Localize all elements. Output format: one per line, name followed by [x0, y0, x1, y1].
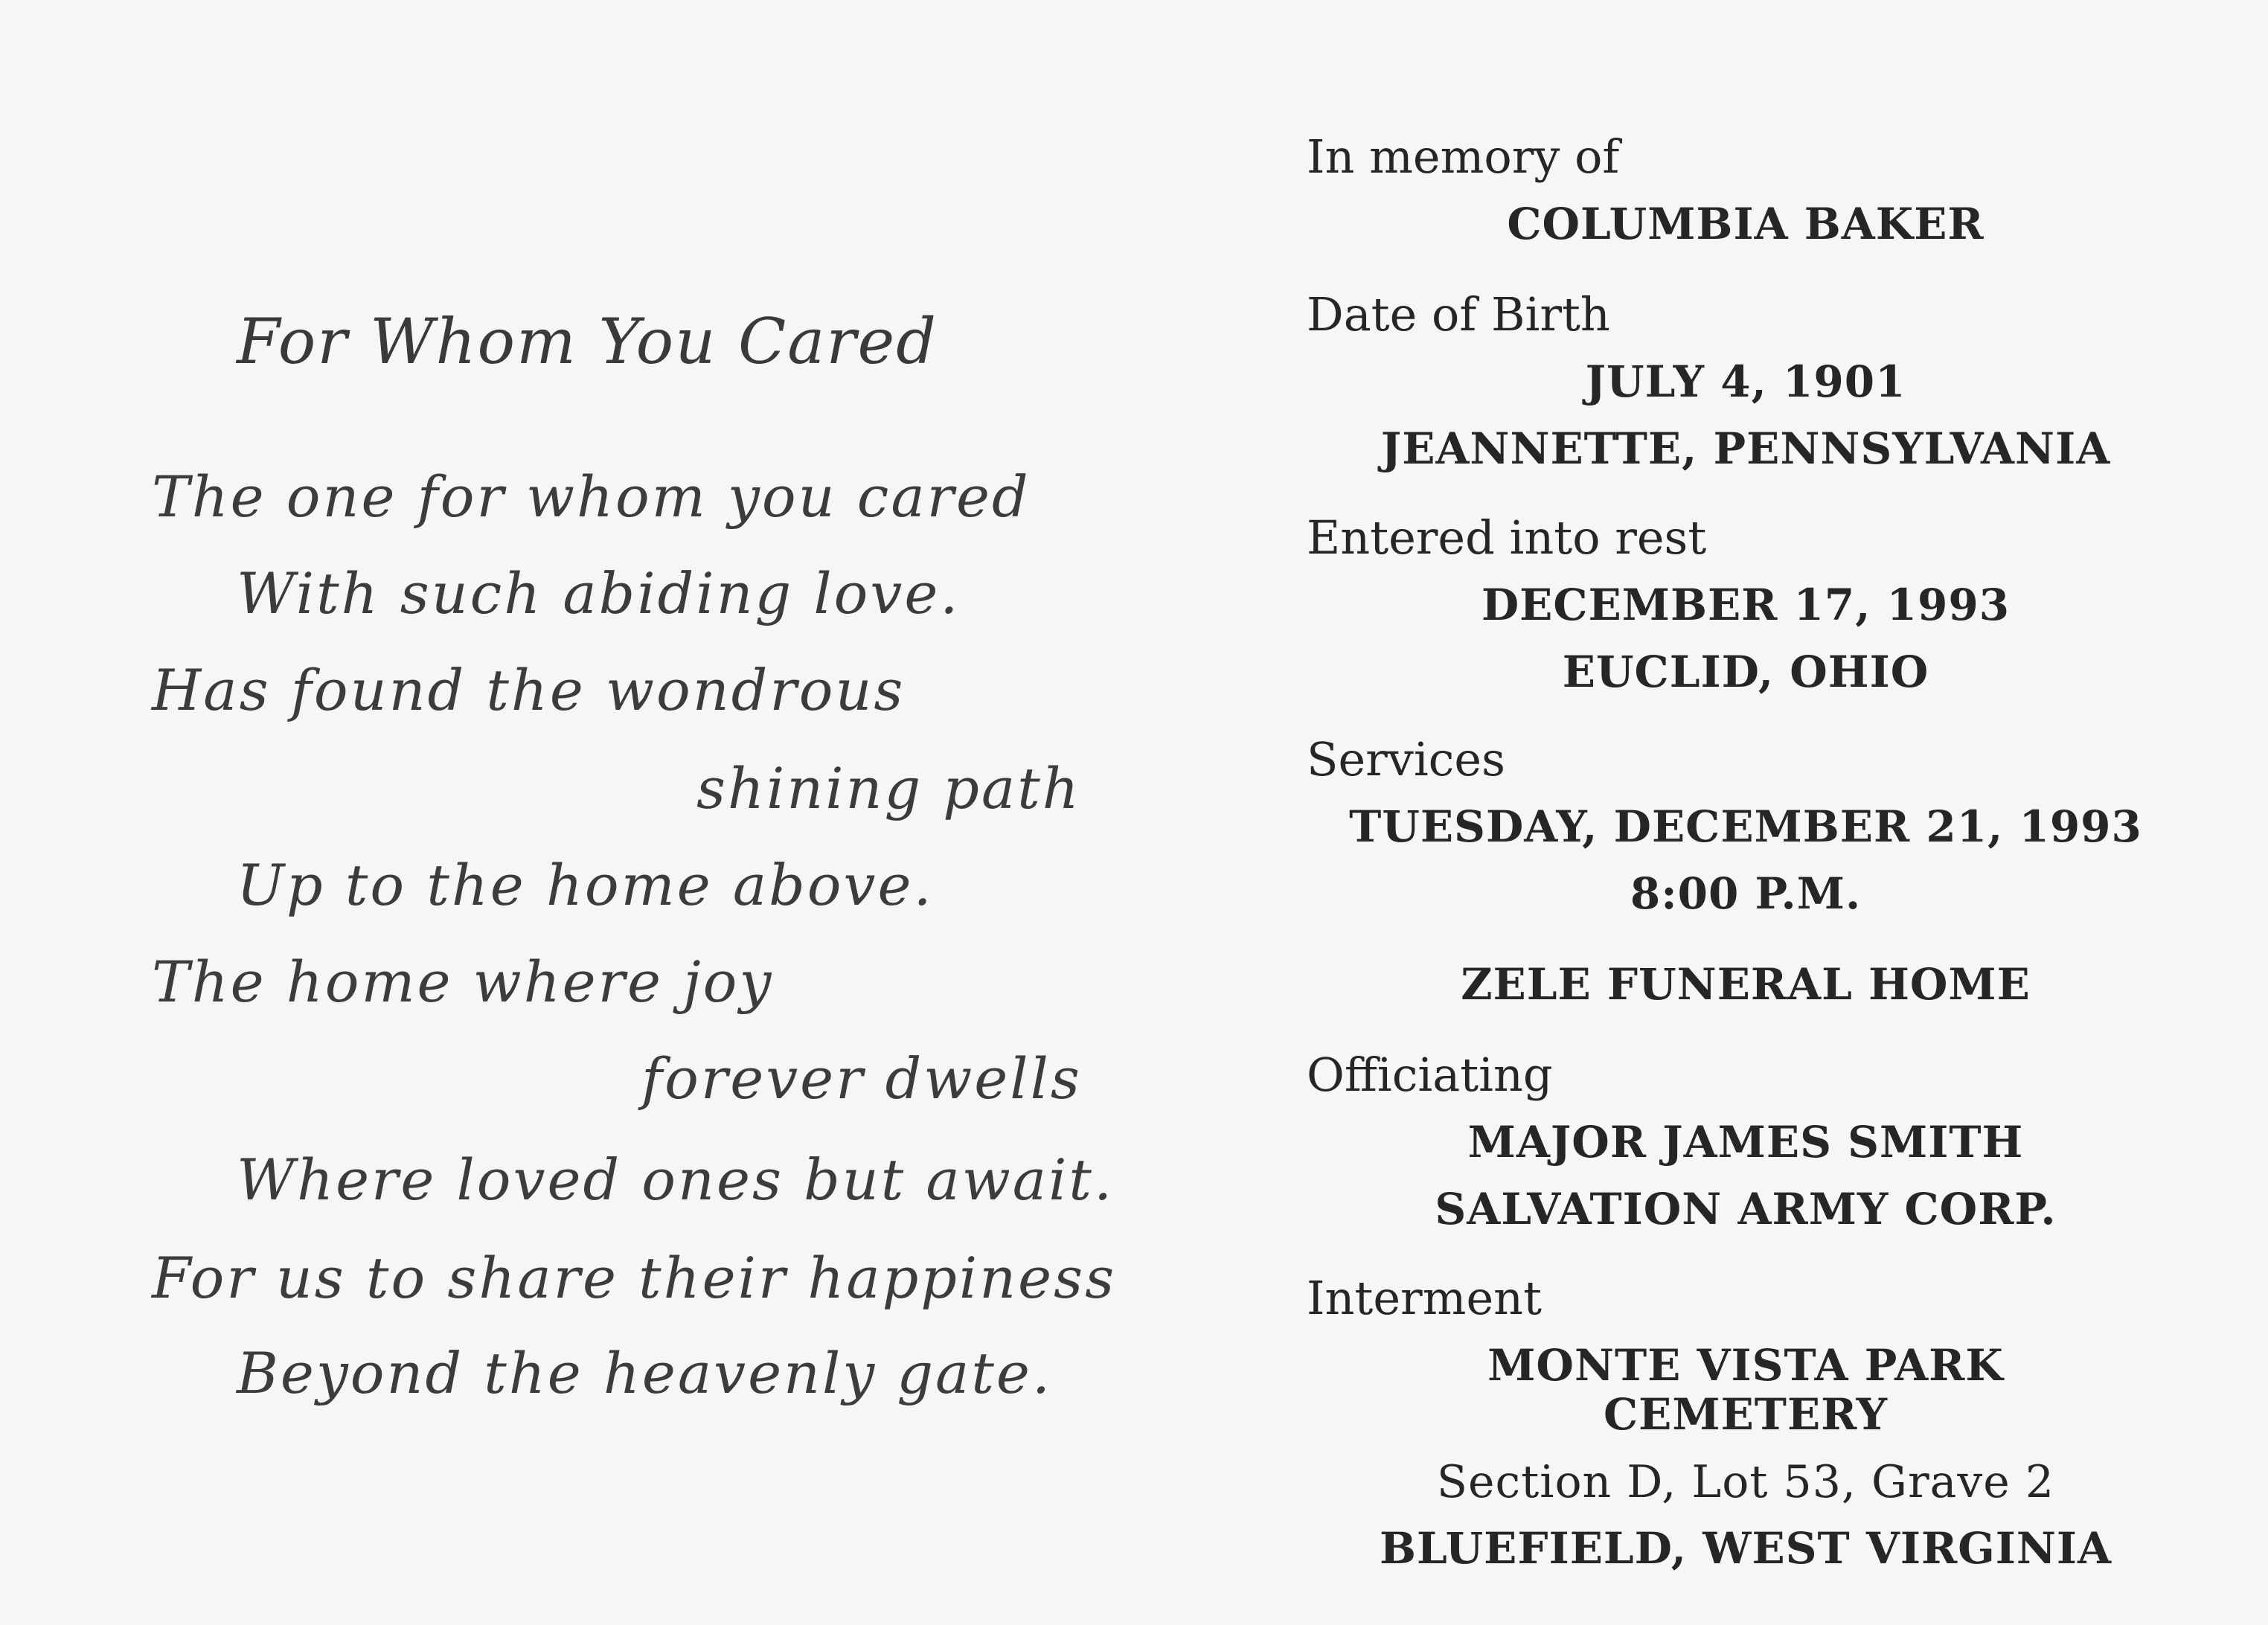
poem-line: For us to share their happiness: [152, 1245, 1117, 1311]
birth-date: JULY 4, 1901: [1585, 356, 1906, 407]
officiant-name: MAJOR JAMES SMITH: [1467, 1117, 2024, 1167]
interment-label: Interment: [1307, 1271, 1542, 1325]
cemetery-name-cont: CEMETERY: [1604, 1389, 1888, 1440]
poem-line: Has found the wondrous: [152, 657, 906, 723]
poem-line: With such abiding love.: [237, 560, 961, 626]
services-time: 8:00 P.M.: [1630, 868, 1862, 919]
cemetery-name: MONTE VISTA PARK: [1487, 1340, 2004, 1391]
birth-place: JEANNETTE, PENNSYLVANIA: [1380, 423, 2111, 474]
deceased-name: COLUMBIA BAKER: [1507, 199, 1984, 249]
poem-line: Beyond the heavenly gate.: [237, 1340, 1053, 1406]
entered-rest-label: Entered into rest: [1307, 510, 1707, 565]
poem-line: The one for whom you cared: [152, 464, 1031, 530]
poem-line: The home where joy: [152, 949, 774, 1015]
interment-place: BLUEFIELD, WEST VIRGINIA: [1379, 1523, 2112, 1574]
funeral-home: ZELE FUNERAL HOME: [1461, 959, 2031, 1010]
date-of-birth-label: Date of Birth: [1307, 287, 1610, 342]
services-date: TUESDAY, DECEMBER 21, 1993: [1349, 801, 2142, 852]
poem-line: forever dwells: [641, 1045, 1082, 1112]
services-label: Services: [1307, 732, 1505, 786]
poem-line: Up to the home above.: [237, 852, 934, 918]
in-memory-label: In memory of: [1307, 129, 1620, 184]
poem-line: shining path: [696, 755, 1081, 821]
officiant-organization: SALVATION ARMY CORP.: [1435, 1184, 2057, 1234]
grave-plot: Section D, Lot 53, Grave 2: [1436, 1456, 2055, 1508]
poem-title: For Whom You Cared: [237, 305, 938, 378]
poem-line: Where loved ones but await.: [237, 1147, 1115, 1213]
death-date: DECEMBER 17, 1993: [1481, 580, 2011, 630]
death-place: EUCLID, OHIO: [1562, 647, 1929, 697]
officiating-label: Officiating: [1307, 1048, 1553, 1102]
